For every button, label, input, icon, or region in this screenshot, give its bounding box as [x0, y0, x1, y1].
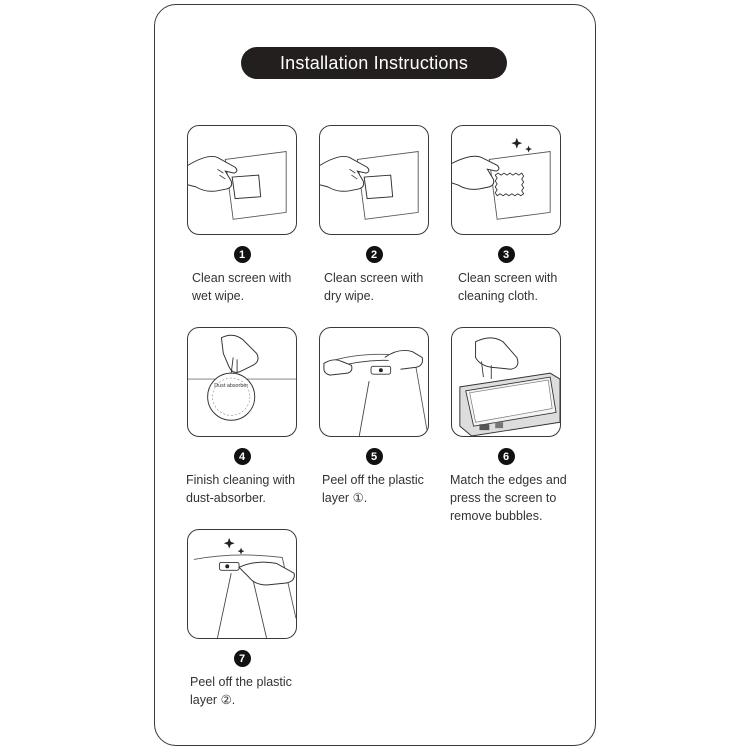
step-number-badge: 1 — [234, 246, 251, 263]
step-number-badge: 3 — [498, 246, 515, 263]
step-illustration-frame — [451, 327, 561, 437]
step-number-badge: 5 — [366, 448, 383, 465]
peel-plastic-layer-icon — [320, 328, 428, 436]
step-number-badge: 2 — [366, 246, 383, 263]
step-caption: Match the edges and press the screen to remove bubbles. — [450, 473, 567, 523]
step-3 — [450, 125, 580, 305]
step-illustration-frame — [319, 125, 429, 235]
dust-absorber-label: Dust absorber — [214, 382, 249, 389]
page-title: Installation Instructions — [241, 47, 507, 79]
step-illustration-frame — [319, 327, 429, 437]
peel-second-layer-icon — [188, 530, 296, 638]
step-caption: Clean screen with dry wipe. — [324, 271, 424, 303]
step-illustration-frame — [451, 125, 561, 235]
step-caption: Finish cleaning with dust-absorber. — [186, 473, 296, 505]
step-6 — [450, 327, 580, 525]
hand-wiping-screen-dry-wipe-icon — [320, 126, 428, 234]
step-5 — [318, 327, 448, 507]
step-number-badge: 4 — [234, 448, 251, 465]
step-4 — [186, 327, 316, 507]
step-caption: Peel off the plastic layer ②. — [190, 675, 292, 707]
press-screen-on-device-icon — [452, 328, 560, 436]
hand-cleaning-cloth-icon — [452, 126, 560, 234]
step-caption: Peel off the plastic layer ①. — [322, 473, 424, 505]
hand-wiping-screen-wet-wipe-icon — [188, 126, 296, 234]
dust-absorber-sticker-icon — [188, 328, 296, 436]
step-number-badge: 6 — [498, 448, 515, 465]
step-1 — [186, 125, 316, 305]
step-caption: Clean screen with cleaning cloth. — [458, 271, 558, 303]
step-7 — [186, 529, 316, 709]
step-illustration-frame — [187, 529, 297, 639]
step-caption: Clean screen with wet wipe. — [192, 271, 292, 303]
step-illustration-frame — [187, 125, 297, 235]
step-2 — [318, 125, 448, 305]
step-number-badge: 7 — [234, 650, 251, 667]
step-illustration-frame — [187, 327, 297, 437]
